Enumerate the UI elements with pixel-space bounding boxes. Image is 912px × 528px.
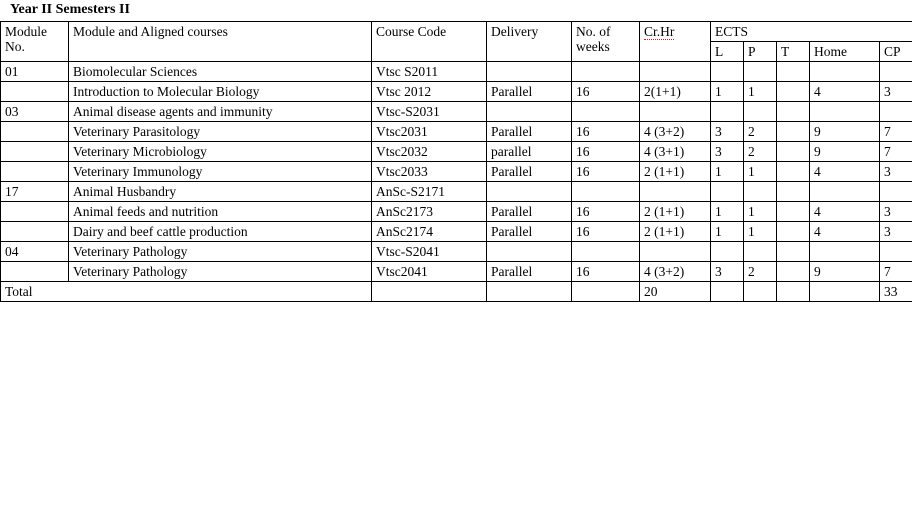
header-cr-hr-text: Cr.Hr bbox=[644, 24, 675, 39]
total-label: Total bbox=[1, 282, 372, 302]
cell-cr-hr bbox=[640, 242, 711, 262]
header-weeks-line1: No. of bbox=[576, 24, 611, 39]
cell-delivery bbox=[487, 242, 572, 262]
cell-l: 3 bbox=[711, 122, 744, 142]
cell-course-code: Vtsc2041 bbox=[372, 262, 487, 282]
cell-module-no: 17 bbox=[1, 182, 69, 202]
cell-weeks bbox=[572, 62, 640, 82]
cell-cr-hr: 2(1+1) bbox=[640, 82, 711, 102]
cell-course-name: Veterinary Pathology bbox=[69, 242, 372, 262]
header-home: Home bbox=[810, 42, 880, 62]
cell-module-no bbox=[1, 122, 69, 142]
total-cr-hr: 20 bbox=[640, 282, 711, 302]
cell-cr-hr: 2 (1+1) bbox=[640, 202, 711, 222]
cell-p bbox=[744, 62, 777, 82]
cell-home: 4 bbox=[810, 202, 880, 222]
table-header bbox=[1, 22, 912, 62]
cell-course-name: Veterinary Parasitology bbox=[69, 122, 372, 142]
cell-l bbox=[711, 242, 744, 262]
header-ects: ECTS bbox=[711, 22, 912, 42]
cell-cp: 3 bbox=[880, 222, 912, 242]
cell-l bbox=[711, 182, 744, 202]
cell-weeks: 16 bbox=[572, 262, 640, 282]
table-row bbox=[1, 182, 912, 202]
cell-home: 4 bbox=[810, 162, 880, 182]
cell-cp bbox=[880, 62, 912, 82]
cell-home: 9 bbox=[810, 122, 880, 142]
cell-p: 1 bbox=[744, 222, 777, 242]
cell-t bbox=[777, 202, 810, 222]
cell-module-no bbox=[1, 222, 69, 242]
cell-delivery: Parallel bbox=[487, 202, 572, 222]
page-title: Year II Semesters II bbox=[10, 2, 130, 17]
table-row bbox=[1, 102, 912, 122]
cell-t bbox=[777, 62, 810, 82]
cell-delivery: Parallel bbox=[487, 122, 572, 142]
cell-home: 9 bbox=[810, 262, 880, 282]
cell-weeks: 16 bbox=[572, 82, 640, 102]
table-footer bbox=[1, 282, 912, 302]
cell-cp bbox=[880, 102, 912, 122]
cell-t bbox=[777, 182, 810, 202]
cell-module-no: 04 bbox=[1, 242, 69, 262]
cell-delivery: Parallel bbox=[487, 262, 572, 282]
cell-cr-hr: 2 (1+1) bbox=[640, 222, 711, 242]
cell-weeks: 16 bbox=[572, 202, 640, 222]
cell-l: 1 bbox=[711, 82, 744, 102]
header-delivery: Delivery bbox=[487, 22, 572, 62]
cell-t bbox=[777, 162, 810, 182]
cell-p: 1 bbox=[744, 82, 777, 102]
cell-cr-hr: 4 (3+2) bbox=[640, 262, 711, 282]
cell-p bbox=[744, 242, 777, 262]
header-course-code: Course Code bbox=[372, 22, 487, 62]
cell-weeks: 16 bbox=[572, 162, 640, 182]
header-cr-hr bbox=[640, 22, 711, 62]
cell-t bbox=[777, 222, 810, 242]
cell-p: 1 bbox=[744, 202, 777, 222]
cell-course-code: Vtsc S2011 bbox=[372, 62, 487, 82]
table-row bbox=[1, 62, 912, 82]
curriculum-table bbox=[0, 21, 912, 302]
cell-l bbox=[711, 62, 744, 82]
table-row bbox=[1, 242, 912, 262]
cell-home: 4 bbox=[810, 222, 880, 242]
table-row bbox=[1, 222, 912, 242]
cell-delivery bbox=[487, 62, 572, 82]
total-code bbox=[372, 282, 487, 302]
cell-course-name: Dairy and beef cattle production bbox=[69, 222, 372, 242]
cell-course-name: Veterinary Microbiology bbox=[69, 142, 372, 162]
cell-cr-hr: 4 (3+1) bbox=[640, 142, 711, 162]
cell-cr-hr bbox=[640, 62, 711, 82]
cell-home: 4 bbox=[810, 82, 880, 102]
table-row bbox=[1, 142, 912, 162]
header-p: P bbox=[744, 42, 777, 62]
header-weeks-line2: weeks bbox=[576, 39, 610, 54]
table-row bbox=[1, 82, 912, 102]
header-row-top bbox=[1, 22, 912, 42]
cell-t bbox=[777, 142, 810, 162]
total-weeks bbox=[572, 282, 640, 302]
cell-p: 2 bbox=[744, 122, 777, 142]
cell-p: 2 bbox=[744, 142, 777, 162]
header-module-no-line1: Module bbox=[5, 24, 47, 39]
cell-course-name: Animal disease agents and immunity bbox=[69, 102, 372, 122]
cell-l: 3 bbox=[711, 142, 744, 162]
cell-cp: 3 bbox=[880, 82, 912, 102]
cell-module-no: 01 bbox=[1, 62, 69, 82]
table-row bbox=[1, 262, 912, 282]
cell-module-no bbox=[1, 262, 69, 282]
total-l bbox=[711, 282, 744, 302]
cell-cr-hr: 2 (1+1) bbox=[640, 162, 711, 182]
cell-cp: 7 bbox=[880, 142, 912, 162]
cell-p bbox=[744, 182, 777, 202]
cell-l: 1 bbox=[711, 202, 744, 222]
header-no-of-weeks bbox=[572, 22, 640, 62]
cell-home bbox=[810, 102, 880, 122]
cell-course-name: Veterinary Immunology bbox=[69, 162, 372, 182]
cell-t bbox=[777, 262, 810, 282]
cell-t bbox=[777, 82, 810, 102]
cell-weeks: 16 bbox=[572, 222, 640, 242]
cell-delivery: Parallel bbox=[487, 162, 572, 182]
cell-course-name: Introduction to Molecular Biology bbox=[69, 82, 372, 102]
cell-course-name: Veterinary Pathology bbox=[69, 262, 372, 282]
cell-cr-hr bbox=[640, 182, 711, 202]
cell-home bbox=[810, 242, 880, 262]
cell-weeks bbox=[572, 182, 640, 202]
cell-l: 1 bbox=[711, 222, 744, 242]
cell-delivery bbox=[487, 182, 572, 202]
cell-weeks: 16 bbox=[572, 122, 640, 142]
cell-course-name: Animal Husbandry bbox=[69, 182, 372, 202]
table-body bbox=[1, 62, 912, 282]
cell-l: 1 bbox=[711, 162, 744, 182]
cell-weeks bbox=[572, 102, 640, 122]
cell-course-code: Vtsc2031 bbox=[372, 122, 487, 142]
total-home bbox=[810, 282, 880, 302]
cell-weeks: 16 bbox=[572, 142, 640, 162]
cell-course-code: AnSc2174 bbox=[372, 222, 487, 242]
cell-p bbox=[744, 102, 777, 122]
cell-home bbox=[810, 182, 880, 202]
header-l: L bbox=[711, 42, 744, 62]
header-cp: CP bbox=[880, 42, 912, 62]
cell-delivery: Parallel bbox=[487, 222, 572, 242]
cell-course-code: Vtsc2032 bbox=[372, 142, 487, 162]
table-row bbox=[1, 122, 912, 142]
cell-cp: 7 bbox=[880, 262, 912, 282]
total-delivery bbox=[487, 282, 572, 302]
cell-course-code: AnSc-S2171 bbox=[372, 182, 487, 202]
cell-delivery bbox=[487, 102, 572, 122]
cell-module-no: 03 bbox=[1, 102, 69, 122]
cell-p: 2 bbox=[744, 262, 777, 282]
total-t bbox=[777, 282, 810, 302]
cell-course-code: Vtsc-S2041 bbox=[372, 242, 487, 262]
cell-cr-hr: 4 (3+2) bbox=[640, 122, 711, 142]
cell-weeks bbox=[572, 242, 640, 262]
cell-course-code: AnSc2173 bbox=[372, 202, 487, 222]
cell-course-name: Animal feeds and nutrition bbox=[69, 202, 372, 222]
cell-t bbox=[777, 102, 810, 122]
cell-cr-hr bbox=[640, 102, 711, 122]
table-row bbox=[1, 162, 912, 182]
total-row bbox=[1, 282, 912, 302]
cell-delivery: Parallel bbox=[487, 82, 572, 102]
cell-course-code: Vtsc2033 bbox=[372, 162, 487, 182]
cell-cp bbox=[880, 182, 912, 202]
cell-module-no bbox=[1, 82, 69, 102]
cell-cp bbox=[880, 242, 912, 262]
cell-delivery: parallel bbox=[487, 142, 572, 162]
cell-module-no bbox=[1, 202, 69, 222]
cell-p: 1 bbox=[744, 162, 777, 182]
header-module-no bbox=[1, 22, 69, 62]
cell-l: 3 bbox=[711, 262, 744, 282]
cell-t bbox=[777, 122, 810, 142]
cell-course-code: Vtsc-S2031 bbox=[372, 102, 487, 122]
total-p bbox=[744, 282, 777, 302]
cell-l bbox=[711, 102, 744, 122]
header-module-no-line2: No. bbox=[5, 39, 25, 54]
header-t: T bbox=[777, 42, 810, 62]
table-row bbox=[1, 202, 912, 222]
cell-cp: 7 bbox=[880, 122, 912, 142]
cell-module-no bbox=[1, 142, 69, 162]
cell-cp: 3 bbox=[880, 202, 912, 222]
cell-course-name: Biomolecular Sciences bbox=[69, 62, 372, 82]
cell-t bbox=[777, 242, 810, 262]
cell-course-code: Vtsc 2012 bbox=[372, 82, 487, 102]
header-module-and-courses: Module and Aligned courses bbox=[69, 22, 372, 62]
total-cp: 33 bbox=[880, 282, 912, 302]
cell-cp: 3 bbox=[880, 162, 912, 182]
cell-home: 9 bbox=[810, 142, 880, 162]
cell-module-no bbox=[1, 162, 69, 182]
cell-home bbox=[810, 62, 880, 82]
